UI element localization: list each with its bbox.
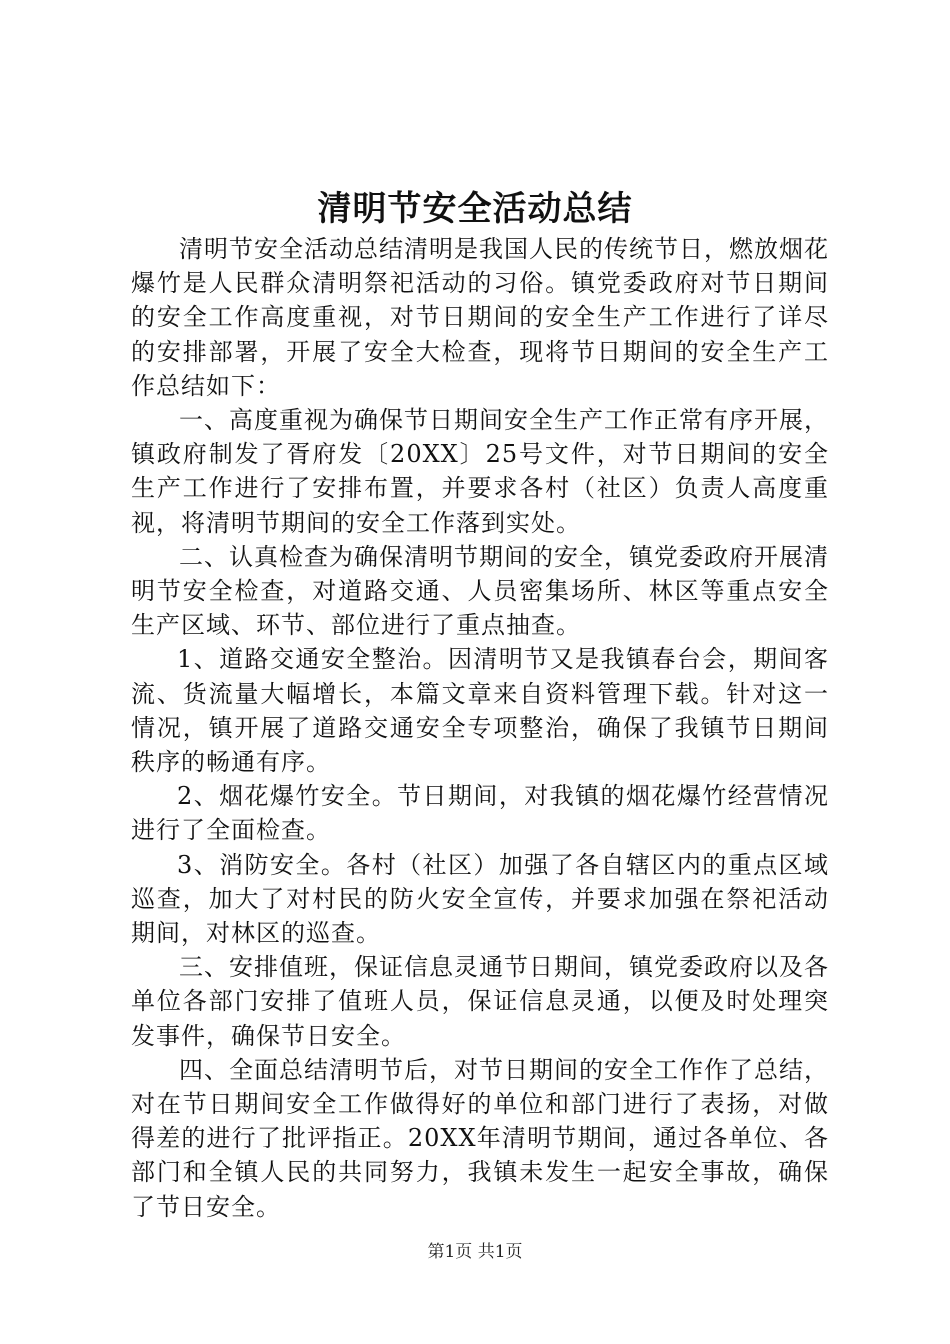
item-2-paragraph: 2、烟花爆竹安全。节日期间，对我镇的烟花爆竹经营情况进行了全面检查。 bbox=[131, 782, 829, 845]
item-1-paragraph: 1、道路交通安全整治。因清明节又是我镇春台会，期间客流、货流量大幅增长，本篇文章来自资料管理下载。针对这一情况，镇开展了道路交通安全专项整治，确保了我镇节日期间秩序的畅通有序。 bbox=[131, 645, 829, 777]
document-body bbox=[131, 232, 829, 1224]
section-4-paragraph: 四、全面总结清明节后，对节日期间的安全工作作了总结，对在节日期间安全工作做得好的单位和部门进行了表扬，对做得差的进行了批评指正。20XX年清明节期间，通过各单位、各部门和全镇人民的共同努力，我镇未发生一起安全事故，确保了节日安全。 bbox=[131, 1055, 829, 1221]
page-number-footer: 第1页 共1页 bbox=[427, 1242, 523, 1262]
section-1-paragraph: 一、高度重视为确保节日期间安全生产工作正常有序开展，镇政府制发了胥府发〔20XX〕25号文件，对节日期间的安全生产工作进行了安排布置，并要求各村（社区）负责人高度重视，将清明节期间的安全工作落到实处。 bbox=[131, 406, 829, 537]
section-2-paragraph: 二、认真检查为确保清明节期间的安全，镇党委政府开展清明节安全检查，对道路交通、人员密集场所、林区等重点安全生产区域、环节、部位进行了重点抽查。 bbox=[131, 542, 829, 640]
item-3-paragraph: 3、消防安全。各村（社区）加强了各自辖区内的重点区域巡查，加大了对村民的防火安全宣传，并要求加强在祭祀活动期间，对林区的巡查。 bbox=[131, 850, 829, 948]
intro-paragraph: 清明节安全活动总结清明是我国人民的传统节日，燃放烟花爆竹是人民群众清明祭祀活动的习俗。镇党委政府对节日期间的安全工作高度重视，对节日期间的安全生产工作进行了详尽的安排部署，开展了安全大检查，现将节日期间的安全生产工作总结如下： bbox=[131, 235, 829, 400]
section-3-paragraph: 三、安排值班，保证信息灵通节日期间，镇党委政府以及各单位各部门安排了值班人员，保证信息灵通，以便及时处理突发事件，确保节日安全。 bbox=[131, 953, 829, 1050]
document-title: 清明节安全活动总结 bbox=[317, 189, 633, 229]
